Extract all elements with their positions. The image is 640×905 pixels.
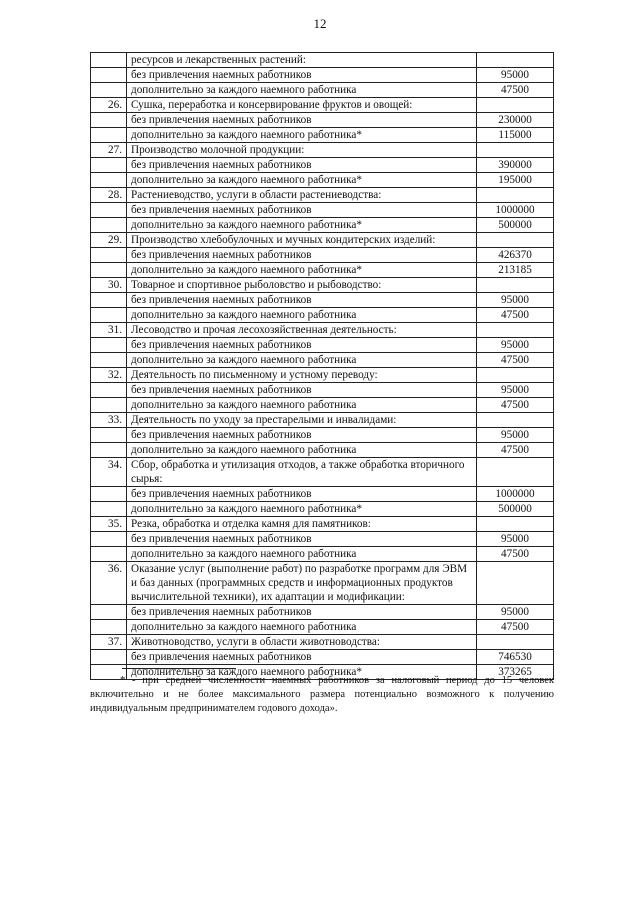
row-title: Деятельность по уходу за престарелыми и инвалидами: (127, 413, 477, 428)
row-value (477, 278, 554, 293)
row-number (91, 338, 127, 353)
row-label: без привлечения наемных работников (127, 203, 477, 218)
row-value: 115000 (477, 128, 554, 143)
row-value: 95000 (477, 428, 554, 443)
table-row (91, 173, 554, 188)
table-row-title (91, 233, 554, 248)
row-title: Производство молочной продукции: (127, 143, 477, 158)
table-row (91, 218, 554, 233)
row-value: 95000 (477, 383, 554, 398)
table-row (91, 502, 554, 517)
row-number: 27. (91, 143, 127, 158)
row-value: 373265 (477, 665, 554, 680)
row-value (477, 635, 554, 650)
row-label: без привлечения наемных работников (127, 113, 477, 128)
row-value (477, 143, 554, 158)
row-value: 95000 (477, 293, 554, 308)
table-row (91, 83, 554, 98)
row-number: 30. (91, 278, 127, 293)
table-row (91, 547, 554, 562)
row-number (91, 502, 127, 517)
row-label: без привлечения наемных работников (127, 68, 477, 83)
table-row-title (91, 278, 554, 293)
row-number (91, 158, 127, 173)
row-label: дополнительно за каждого наемного работника (127, 443, 477, 458)
row-number (91, 443, 127, 458)
row-value (477, 562, 554, 605)
row-label: без привлечения наемных работников (127, 650, 477, 665)
table-row-title (91, 188, 554, 203)
row-value: 1000000 (477, 487, 554, 502)
row-label: дополнительно за каждого наемного работника* (127, 218, 477, 233)
row-value: 47500 (477, 398, 554, 413)
row-number (91, 203, 127, 218)
table-row (91, 398, 554, 413)
table-row (91, 68, 554, 83)
row-title: Животноводство, услуги в области животноводства: (127, 635, 477, 650)
row-number (91, 487, 127, 502)
table-row (91, 248, 554, 263)
row-title: Производство хлебобулочных и мучных кондитерских изделий: (127, 233, 477, 248)
row-value: 95000 (477, 605, 554, 620)
row-value: 1000000 (477, 203, 554, 218)
row-value: 47500 (477, 547, 554, 562)
row-value: 230000 (477, 113, 554, 128)
row-title: Сушка, переработка и консервирование фруктов и овощей: (127, 98, 477, 113)
row-value: 95000 (477, 338, 554, 353)
table-row (91, 203, 554, 218)
row-number (91, 83, 127, 98)
table-row-title (91, 413, 554, 428)
row-number (91, 620, 127, 635)
row-number: 29. (91, 233, 127, 248)
row-number: 37. (91, 635, 127, 650)
table-row (91, 128, 554, 143)
row-value: 195000 (477, 173, 554, 188)
row-number (91, 605, 127, 620)
row-label: без привлечения наемных работников (127, 532, 477, 547)
row-number (91, 308, 127, 323)
row-value: 95000 (477, 532, 554, 547)
table-row-title (91, 323, 554, 338)
row-title: Оказание услуг (выполнение работ) по разработке программ для ЭВМ и баз данных (программных средств и информационных продуктов вычислительной техники), их адаптации и модификации: (127, 562, 477, 605)
row-label: дополнительно за каждого наемного работника (127, 547, 477, 562)
row-label: без привлечения наемных работников (127, 338, 477, 353)
row-value: 500000 (477, 218, 554, 233)
table-row (91, 53, 554, 68)
row-number (91, 383, 127, 398)
table-row (91, 487, 554, 502)
row-value (477, 517, 554, 532)
row-title: Лесоводство и прочая лесохозяйственная деятельность: (127, 323, 477, 338)
table-row-title (91, 368, 554, 383)
row-number (91, 128, 127, 143)
table-row (91, 113, 554, 128)
table-row (91, 383, 554, 398)
row-label: без привлечения наемных работников (127, 605, 477, 620)
row-value (477, 98, 554, 113)
row-value: 95000 (477, 68, 554, 83)
table-row (91, 428, 554, 443)
page-number: 12 (313, 16, 327, 31)
rates-table (90, 52, 554, 680)
row-number: 32. (91, 368, 127, 383)
table-row-title (91, 562, 554, 605)
row-number (91, 68, 127, 83)
row-value (477, 188, 554, 203)
row-number (91, 218, 127, 233)
row-label: дополнительно за каждого наемного работника (127, 308, 477, 323)
row-number (91, 428, 127, 443)
footnote: * - при средней численности наемных работников за налоговый период до 15 человек включительно и не более максимального размера потенциально возможного к получению индивидуальным предпринимателем годового дохода». (90, 675, 554, 714)
row-number: 34. (91, 458, 127, 487)
row-label: без привлечения наемных работников (127, 487, 477, 502)
row-value: 47500 (477, 83, 554, 98)
row-number (91, 173, 127, 188)
row-label: без привлечения наемных работников (127, 248, 477, 263)
table-row-title (91, 517, 554, 532)
row-value: 47500 (477, 353, 554, 368)
row-label: дополнительно за каждого наемного работника* (127, 128, 477, 143)
table-row (91, 263, 554, 278)
table-row (91, 308, 554, 323)
row-number (91, 650, 127, 665)
row-number (91, 53, 127, 68)
row-value: 47500 (477, 308, 554, 323)
table-row (91, 293, 554, 308)
row-label: без привлечения наемных работников (127, 158, 477, 173)
row-value (477, 368, 554, 383)
row-label: дополнительно за каждого наемного работника (127, 353, 477, 368)
row-number (91, 113, 127, 128)
table-row (91, 620, 554, 635)
table-row (91, 443, 554, 458)
row-number (91, 532, 127, 547)
row-value (477, 458, 554, 487)
row-label: дополнительно за каждого наемного работника* (127, 173, 477, 188)
row-value: 47500 (477, 443, 554, 458)
row-title: Товарное и спортивное рыболовство и рыбоводство: (127, 278, 477, 293)
table-row-title (91, 143, 554, 158)
row-value (477, 413, 554, 428)
row-label: дополнительно за каждого наемного работника (127, 83, 477, 98)
row-label: дополнительно за каждого наемного работника (127, 620, 477, 635)
row-label: дополнительно за каждого наемного работника* (127, 665, 477, 680)
row-number (91, 353, 127, 368)
table-row (91, 650, 554, 665)
row-label: дополнительно за каждого наемного работника (127, 398, 477, 413)
row-number (91, 547, 127, 562)
row-title: Резка, обработка и отделка камня для памятников: (127, 517, 477, 532)
row-title: Сбор, обработка и утилизация отходов, а также обработка вторичного сырья: (127, 458, 477, 487)
row-number: 35. (91, 517, 127, 532)
row-label: без привлечения наемных работников (127, 293, 477, 308)
table-row-title (91, 458, 554, 487)
row-value (477, 323, 554, 338)
row-value (477, 233, 554, 248)
row-number (91, 248, 127, 263)
row-number: 36. (91, 562, 127, 605)
table-row (91, 338, 554, 353)
row-number: 26. (91, 98, 127, 113)
row-label: без привлечения наемных работников (127, 383, 477, 398)
row-label: дополнительно за каждого наемного работника* (127, 502, 477, 517)
row-value: 426370 (477, 248, 554, 263)
row-value: 390000 (477, 158, 554, 173)
row-number: 33. (91, 413, 127, 428)
table-row (91, 158, 554, 173)
footnote-divider (122, 668, 236, 669)
table-row (91, 353, 554, 368)
row-number (91, 293, 127, 308)
row-value: 746530 (477, 650, 554, 665)
row-title: Деятельность по письменному и устному переводу: (127, 368, 477, 383)
row-number: 28. (91, 188, 127, 203)
row-number (91, 263, 127, 278)
table-row-title (91, 98, 554, 113)
row-number (91, 398, 127, 413)
row-value (477, 53, 554, 68)
row-value: 47500 (477, 620, 554, 635)
row-value: 213185 (477, 263, 554, 278)
row-value: 500000 (477, 502, 554, 517)
row-number: 31. (91, 323, 127, 338)
table-row (91, 532, 554, 547)
rates-table-body (91, 53, 554, 680)
row-label: без привлечения наемных работников (127, 428, 477, 443)
table-row (91, 605, 554, 620)
row-label: дополнительно за каждого наемного работника* (127, 263, 477, 278)
row-title: ресурсов и лекарственных растений: (127, 53, 477, 68)
row-title: Растениеводство, услуги в области растениеводства: (127, 188, 477, 203)
table-row-title (91, 635, 554, 650)
